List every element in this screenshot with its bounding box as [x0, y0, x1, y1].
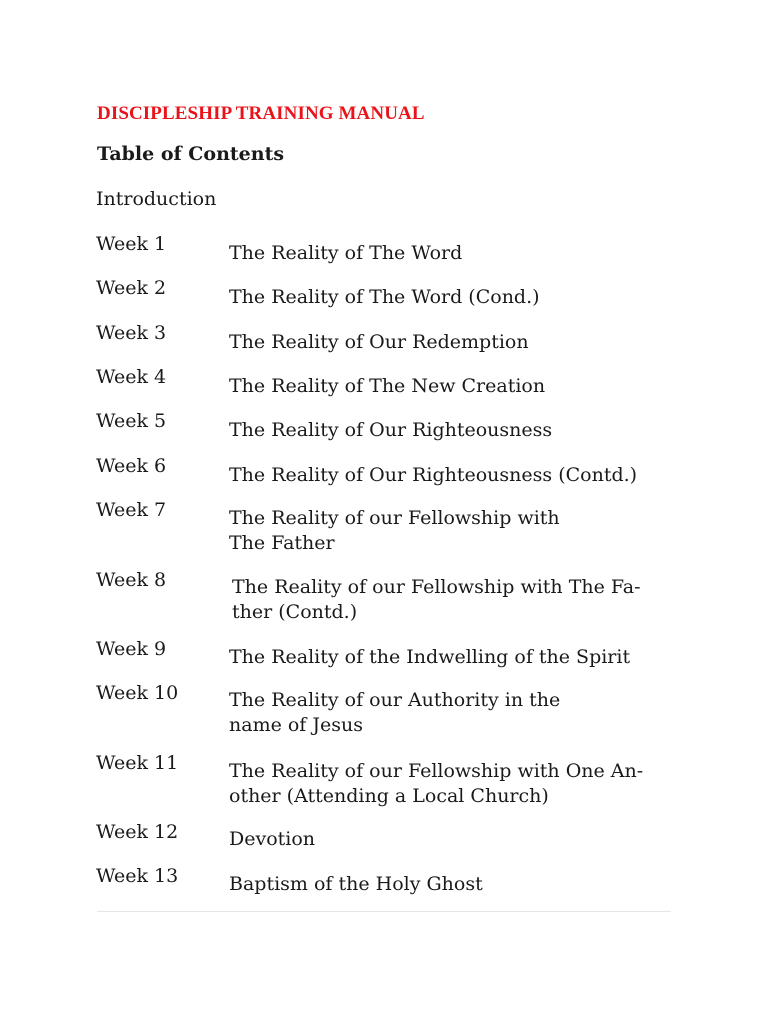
toc-week-label: Week 13: [96, 865, 179, 887]
toc-topic: The Reality of The New Creation: [229, 375, 546, 397]
toc-topic: Devotion: [229, 828, 316, 850]
toc-week-label: Week 2: [96, 277, 167, 299]
toc-week-label: Week 10: [96, 682, 179, 704]
toc-topic: The Reality of our Fellowship with The Fa- ther (Contd.): [232, 576, 641, 623]
toc-week-label: Week 11: [96, 752, 179, 774]
toc-topic: The Reality of Our Righteousness: [229, 419, 553, 441]
toc-topic: Baptism of the Holy Ghost: [229, 873, 483, 895]
divider: [97, 911, 671, 912]
toc-week-label: Week 6: [96, 455, 167, 477]
toc-week-label: Week 4: [96, 366, 167, 388]
toc-topic: The Reality of The Word (Cond.): [229, 286, 540, 308]
toc-topic: The Reality of The Word: [229, 242, 463, 264]
toc-week-label: Week 8: [96, 569, 167, 591]
toc-topic: The Reality of the Indwelling of the Spirit: [229, 646, 631, 668]
toc-topic: The Reality of our Authority in the name of Jesus: [229, 689, 561, 736]
toc-week-label: Week 9: [96, 638, 167, 660]
toc-introduction: Introduction: [96, 188, 217, 210]
toc-heading: Table of Contents: [97, 143, 285, 165]
toc-topic: The Reality of Our Redemption: [229, 331, 529, 353]
toc-week-label: Week 7: [96, 499, 167, 521]
toc-topic: The Reality of Our Righteousness (Contd.): [229, 464, 638, 486]
toc-week-label: Week 12: [96, 821, 179, 843]
toc-week-label: Week 5: [96, 410, 167, 432]
toc-topic: The Reality of our Fellowship with One An- other (Attending a Local Church): [229, 760, 644, 807]
toc-topic: The Reality of our Fellowship with The Father: [229, 507, 560, 554]
toc-week-label: Week 3: [96, 322, 167, 344]
toc-week-label: Week 1: [96, 233, 167, 255]
document-title: DISCIPLESHIP TRAINING MANUAL: [97, 103, 425, 124]
